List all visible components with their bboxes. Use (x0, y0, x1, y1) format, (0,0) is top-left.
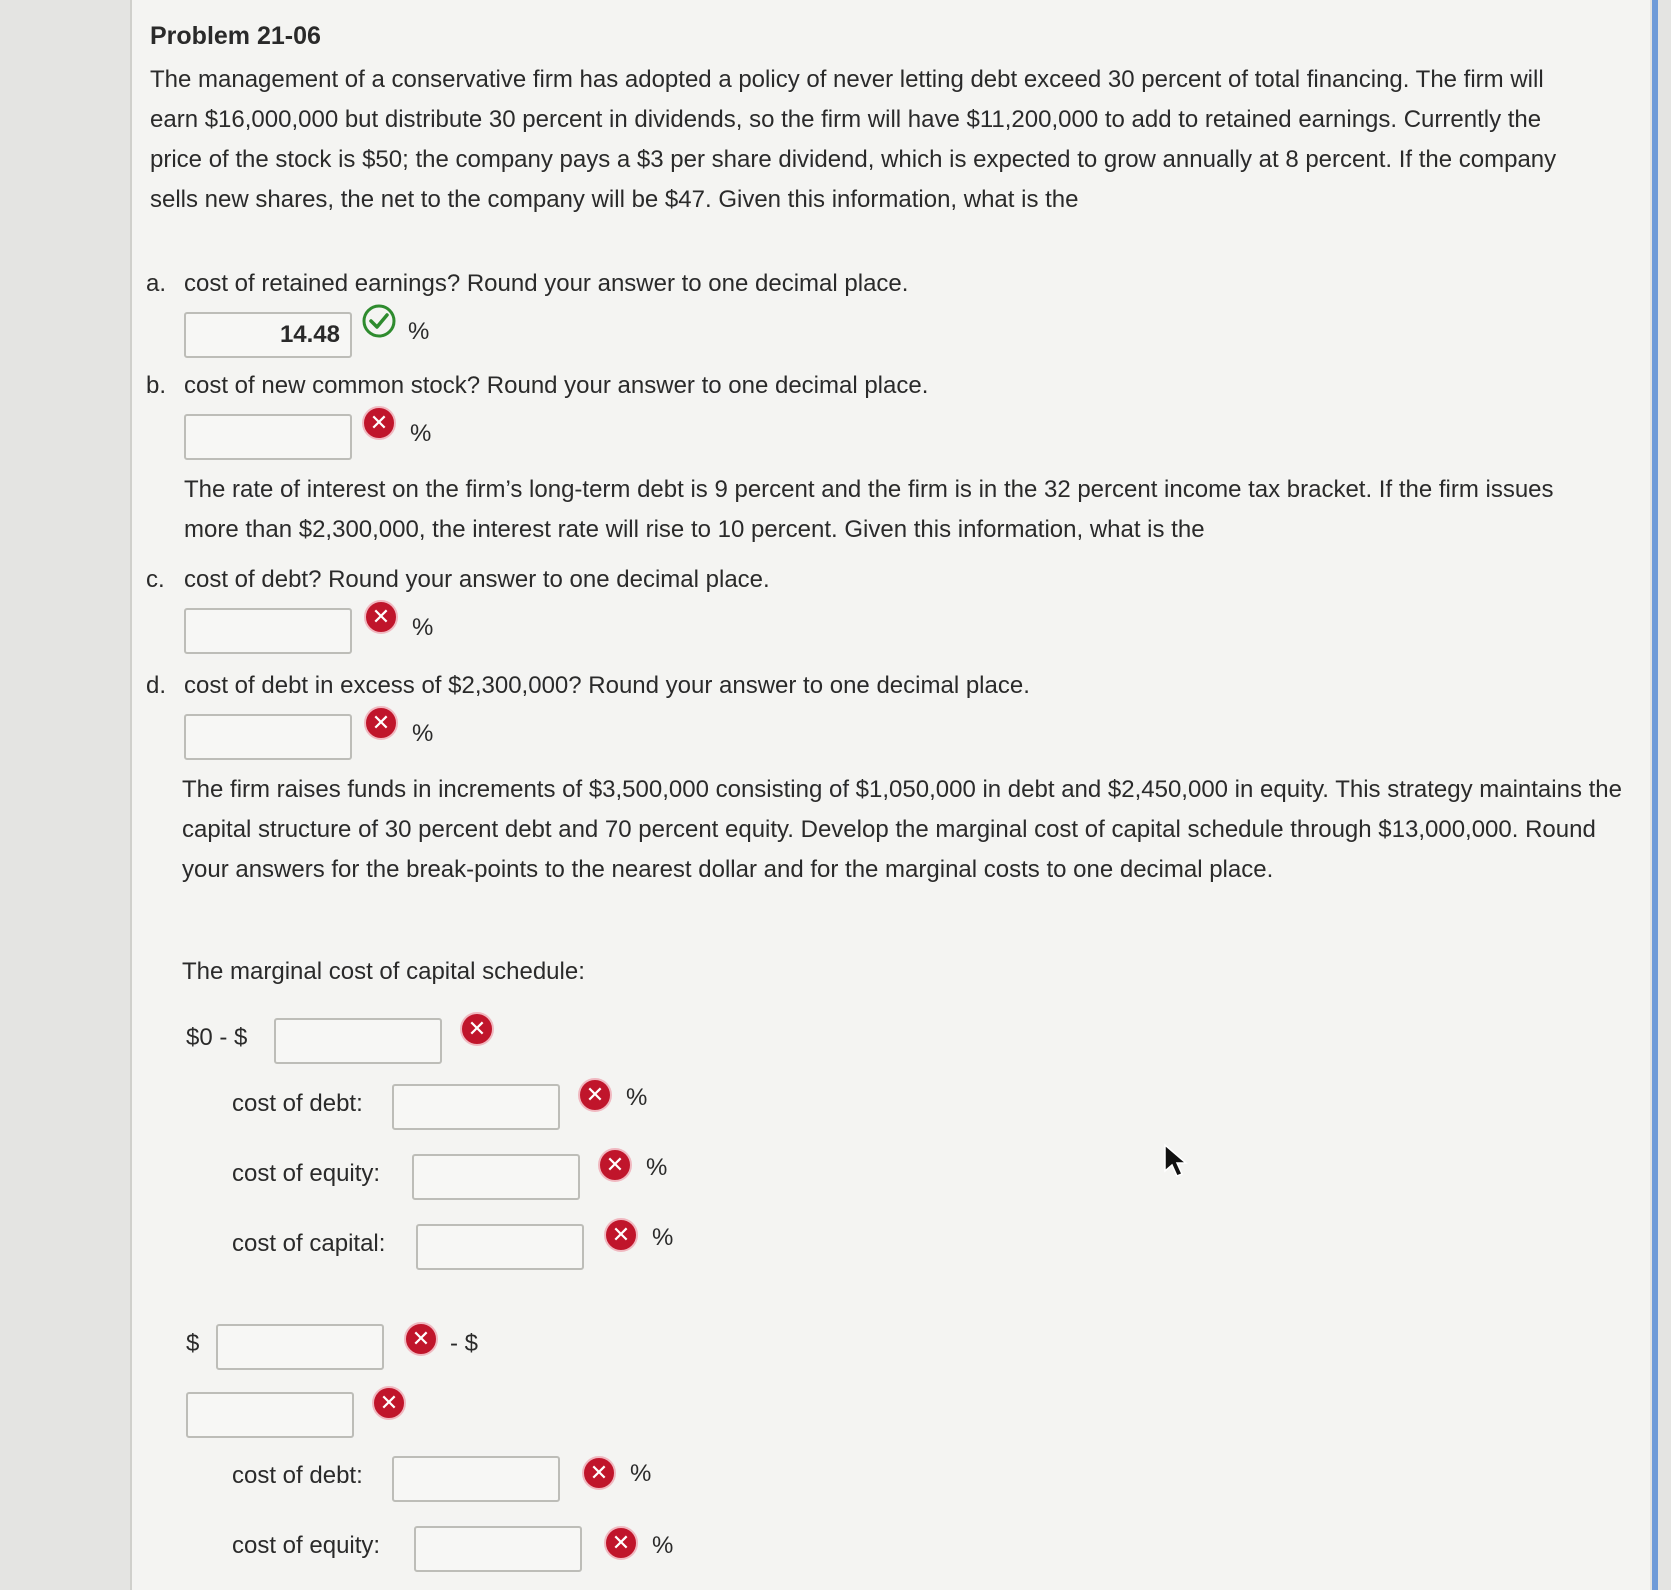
range1-breakpoint-input[interactable] (274, 1018, 442, 1064)
range1-cost-of-capital-unit: % (652, 1224, 674, 1251)
check-circle-icon (362, 304, 396, 338)
question-a-letter: a. (146, 270, 167, 297)
x-circle-icon: ✕ (598, 1148, 632, 1182)
question-b-letter: b. (146, 372, 167, 399)
answer-a-input[interactable]: 14.48 (184, 312, 352, 358)
range1-cost-of-debt-input[interactable] (392, 1084, 560, 1130)
range2-cost-of-debt-unit: % (630, 1460, 652, 1487)
range1-cost-of-equity-input[interactable] (412, 1154, 580, 1200)
x-circle-icon: ✕ (604, 1526, 638, 1560)
x-circle-icon: ✕ (460, 1012, 494, 1046)
range1-cost-of-capital-input[interactable] (416, 1224, 584, 1270)
range2-cost-of-equity-unit: % (652, 1532, 674, 1559)
x-circle-icon: ✕ (364, 706, 398, 740)
answer-c-unit: % (412, 614, 434, 641)
range1-prefix: $0 - $ (186, 1024, 248, 1051)
problem-intro: The management of a conservative firm has adopted a policy of never letting debt exceed 30 percent of total financing. The firm will earn $16,000,000 but distribute 30 percent in dividends, so the firm will have $11,200,000 to add to retained earnings. Currently the price of the stock is $50; the company pays a $3 per share dividend, which is expected to grow annually at 8 percent. If the company sells new shares, the net to the company will be $47. Given this information, what is the (150, 66, 1557, 213)
range2-end-input[interactable] (186, 1392, 354, 1438)
range2-cost-of-equity-label: cost of equity: (232, 1532, 381, 1559)
mouse-pointer-icon (1163, 1143, 1189, 1179)
range1-cost-of-capital-label: cost of capital: (232, 1230, 386, 1257)
question-a-text: cost of retained earnings? Round your answer to one decimal place. (184, 270, 909, 297)
range1-cost-of-debt-unit: % (626, 1084, 648, 1111)
range1-cost-of-equity-label: cost of equity: (232, 1160, 381, 1187)
question-c-letter: c. (146, 566, 165, 593)
question-d-letter: d. (146, 672, 167, 699)
range2-dash: - $ (450, 1330, 479, 1357)
range1-cost-of-equity-unit: % (646, 1154, 668, 1181)
range2-cost-of-debt-label: cost of debt: (232, 1462, 363, 1489)
debt-intro: The rate of interest on the firm’s long-term debt is 9 percent and the firm is in the 32 percent income tax bracket. If the firm issues more than $2,300,000, the interest rate will rise to 10 percent. Given this information, what is the (184, 476, 1554, 543)
schedule-label: The marginal cost of capital schedule: (182, 958, 585, 985)
problem-title: Problem 21-06 (150, 22, 321, 50)
range2-cost-of-debt-input[interactable] (392, 1456, 560, 1502)
scroll-accent-bar (1652, 0, 1658, 1590)
question-b-text: cost of new common stock? Round your answer to one decimal place. (184, 372, 929, 399)
x-circle-icon: ✕ (364, 600, 398, 634)
funds-intro: The firm raises funds in increments of $3,500,000 consisting of $1,050,000 in debt and $2,450,000 in equity. This strategy maintains the capital structure of 30 percent debt and 70 percent equity. Develop the marginal cost of capital schedule through $13,000,000. Round your answers for the break-points to the nearest dollar and for the marginal costs to one decimal place. (182, 776, 1622, 883)
x-circle-icon: ✕ (404, 1322, 438, 1356)
range2-start-input[interactable] (216, 1324, 384, 1370)
range2-cost-of-equity-input[interactable] (414, 1526, 582, 1572)
x-circle-icon: ✕ (362, 406, 396, 440)
answer-d-unit: % (412, 720, 434, 747)
answer-c-input[interactable] (184, 608, 352, 654)
range1-cost-of-debt-label: cost of debt: (232, 1090, 363, 1117)
range2-prefix: $ (186, 1330, 200, 1357)
question-d-text: cost of debt in excess of $2,300,000? Round your answer to one decimal place. (184, 672, 1030, 699)
x-circle-icon: ✕ (582, 1456, 616, 1490)
answer-b-input[interactable] (184, 414, 352, 460)
x-circle-icon: ✕ (604, 1218, 638, 1252)
answer-b-unit: % (410, 420, 432, 447)
answer-d-input[interactable] (184, 714, 352, 760)
x-circle-icon: ✕ (372, 1386, 406, 1420)
answer-a-unit: % (408, 318, 430, 345)
question-c-text: cost of debt? Round your answer to one decimal place. (184, 566, 770, 593)
x-circle-icon: ✕ (578, 1078, 612, 1112)
